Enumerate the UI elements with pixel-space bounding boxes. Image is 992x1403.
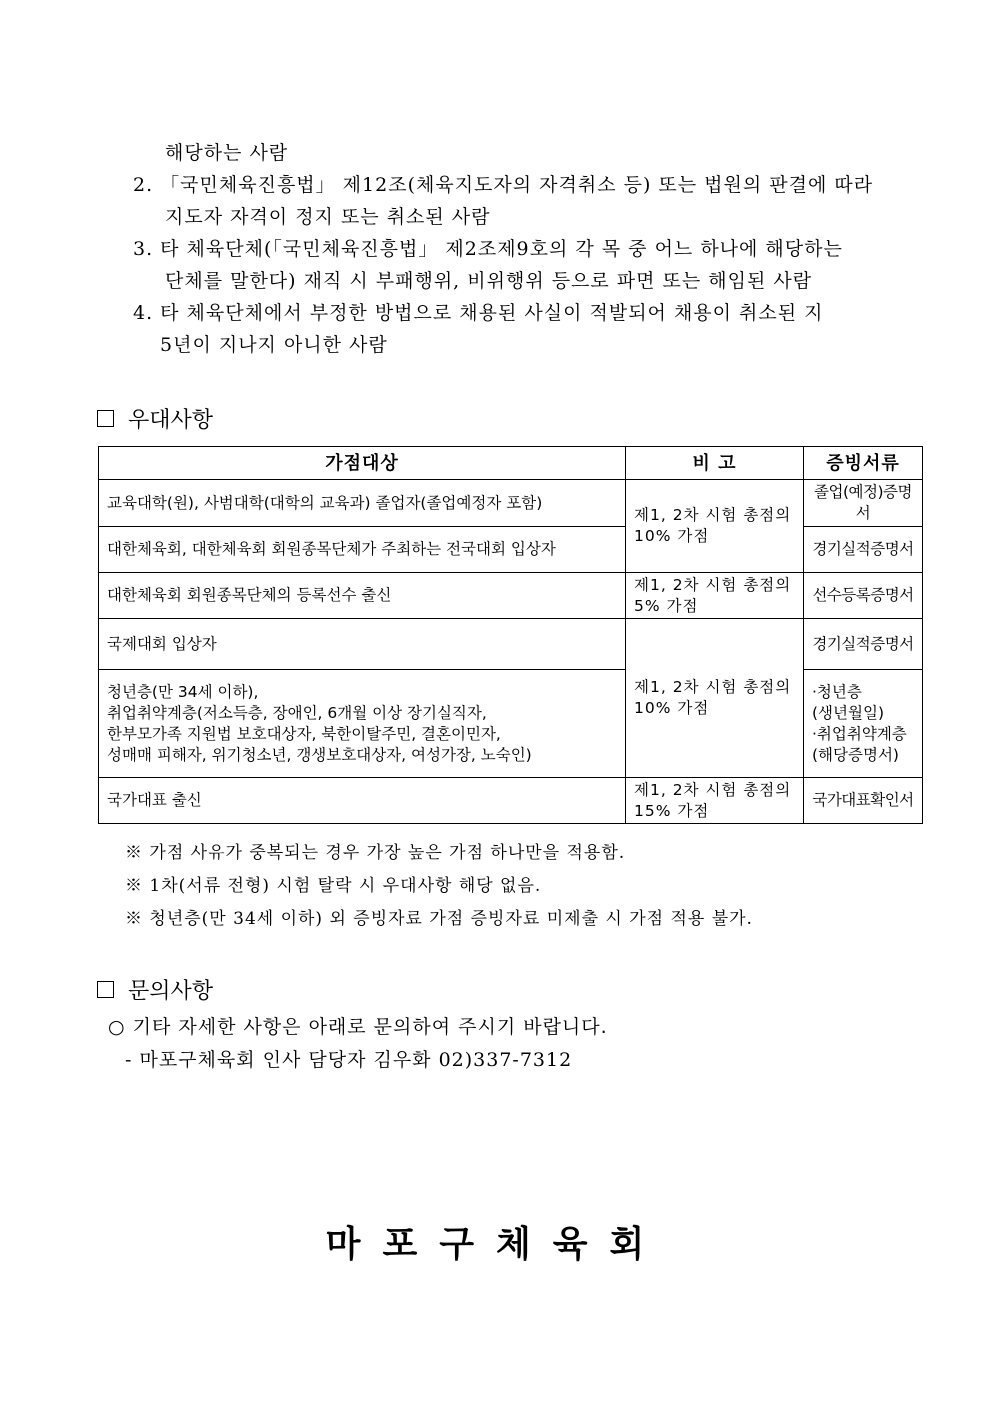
target-cell: 국제대회 입상자 (99, 619, 626, 670)
inquiry-line-1: ○ 기타 자세한 사항은 아래로 문의하여 주시기 바랍니다. (108, 1016, 608, 1038)
note-3: ※ 청년층(만 34세 이하) 외 증빙자료 가점 증빙자료 미제출 시 가점 적용 불가. (125, 909, 753, 929)
table-row (99, 778, 923, 824)
document-cell: 경기실적증명서 (804, 527, 923, 573)
target-cell: 국가대표 출신 (99, 778, 626, 824)
table-row (99, 480, 923, 527)
checkbox-icon (97, 410, 114, 427)
note-1: ※ 가점 사유가 중복되는 경우 가장 높은 가점 하나만을 적용함. (125, 843, 626, 863)
table-row (99, 573, 923, 619)
target-line: 청년층(만 34세 이하), (107, 682, 259, 701)
remark-cell: 제1, 2차 시험 총점의 10% 가점 (626, 480, 804, 573)
doc-line: (생년월일) (812, 703, 884, 722)
target-cell: 대한체육회, 대한체육회 회원종목단체가 주최하는 전국대회 입상자 (99, 527, 626, 573)
inquiry-contact-line: - 마포구체육회 인사 담당자 김우화 02)337-7312 (125, 1049, 573, 1071)
table-header-row (99, 447, 923, 480)
preference-table (98, 446, 923, 824)
document-cell: 경기실적증명서 (804, 619, 923, 670)
list-item-1-continuation: 해당하는 사람 (165, 142, 289, 164)
target-line: 성매매 피해자, 위기청소년, 갱생보호대상자, 여성가장, 노숙인) (107, 745, 532, 764)
doc-line: ·취업취약계층 (812, 724, 907, 743)
remark-cell: 제1, 2차 시험 총점의 15% 가점 (626, 778, 804, 824)
header-remark: 비 고 (626, 447, 804, 480)
document-cell: 졸업(예정)증명서 (804, 480, 923, 527)
target-line: 취업취약계층(저소득층, 장애인, 6개월 이상 장기실직자, (107, 703, 487, 722)
note-2: ※ 1차(서류 전형) 시험 탈락 시 우대사항 해당 없음. (125, 876, 542, 896)
list-item-3-line-2: 단체를 말한다) 재직 시 부패행위, 비위행위 등으로 파면 또는 해임된 사람 (165, 270, 813, 292)
inquiry-section-title (97, 974, 213, 1005)
doc-line: ·청년층 (812, 682, 862, 701)
target-line: 한부모가족 지원법 보호대상자, 북한이탈주민, 결혼이민자, (107, 724, 501, 743)
list-item-4-line-2: 5년이 지나지 아니한 사람 (160, 334, 388, 356)
preference-title-text: 우대사항 (128, 408, 214, 433)
inquiry-title-text: 문의사항 (128, 979, 214, 1004)
target-cell: 대한체육회 회원종목단체의 등록선수 출신 (99, 573, 626, 619)
checkbox-icon (97, 981, 114, 998)
document-cell-multiline (804, 670, 923, 778)
list-item-2-line-2: 지도자 자격이 정지 또는 취소된 사람 (165, 206, 491, 228)
list-item-3-line-1: 3. 타 체육단체(「국민체육진흥법」 제2조제9호의 각 목 중 어느 하나에 해당하는 (133, 238, 843, 260)
document-cell: 국가대표확인서 (804, 778, 923, 824)
target-cell: 교육대학(원), 사범대학(대학의 교육과) 졸업자(졸업예정자 포함) (99, 480, 626, 527)
header-document: 증빙서류 (804, 447, 923, 480)
remark-cell: 제1, 2차 시험 총점의 10% 가점 (626, 619, 804, 778)
table-row (99, 619, 923, 670)
document-cell: 선수등록증명서 (804, 573, 923, 619)
header-target: 가점대상 (99, 447, 626, 480)
list-item-2-line-1: 2. 「국민체육진흥법」 제12조(체육지도자의 자격취소 등) 또는 법원의 판결에 따라 (133, 174, 874, 196)
remark-cell: 제1, 2차 시험 총점의 5% 가점 (626, 573, 804, 619)
doc-line: (해당증명서) (812, 745, 899, 764)
list-item-4-line-1: 4. 타 체육단체에서 부정한 방법으로 채용된 사실이 적발되어 채용이 취소된 지 (133, 302, 824, 324)
preference-section-title (97, 403, 213, 434)
target-cell-multiline (99, 670, 626, 778)
organization-name: 마포구체육회 (325, 1224, 667, 1265)
